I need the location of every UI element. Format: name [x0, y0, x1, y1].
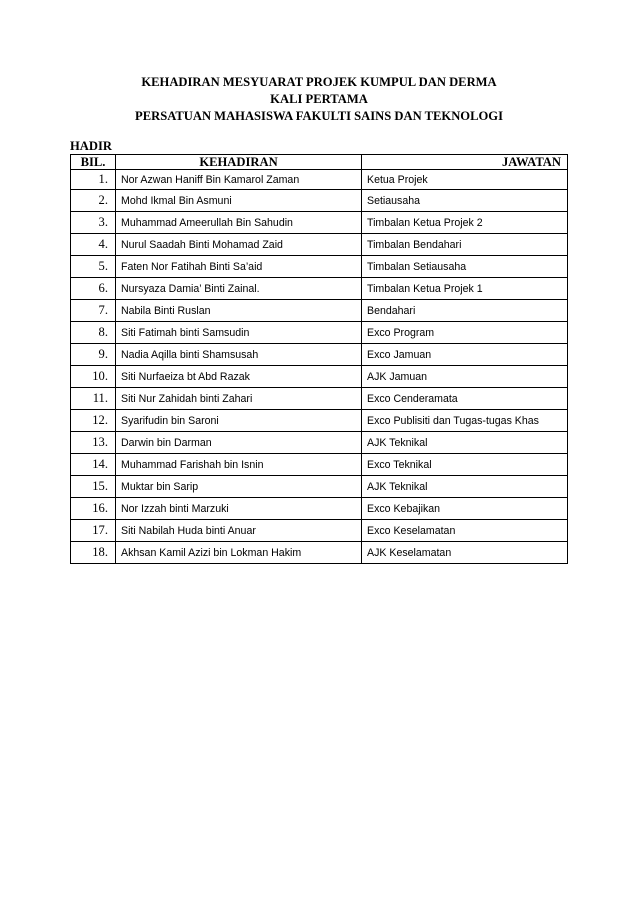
table-row	[71, 366, 568, 388]
attendee-role: Exco Kebajikan	[362, 498, 568, 520]
table-row	[71, 388, 568, 410]
attendee-role: Exco Cenderamata	[362, 388, 568, 410]
attendee-role: Exco Program	[362, 322, 568, 344]
row-number: 4.	[71, 234, 116, 256]
title-line-1: KEHADIRAN MESYUARAT PROJEK KUMPUL DAN DERMA	[141, 75, 497, 89]
attendee-name: Akhsan Kamil Azizi bin Lokman Hakim	[116, 542, 362, 564]
attendee-name: Siti Nurfaeiza bt Abd Razak	[116, 366, 362, 388]
title-line-2: KALI PERTAMA	[270, 92, 368, 106]
attendee-name: Siti Fatimah binti Samsudin	[116, 322, 362, 344]
table-row	[71, 256, 568, 278]
attendee-name: Nadia Aqilla binti Shamsusah	[116, 344, 362, 366]
table-row	[71, 542, 568, 564]
attendee-role: Exco Teknikal	[362, 454, 568, 476]
row-number: 1.	[71, 170, 116, 190]
attendee-name: Nabila Binti Ruslan	[116, 300, 362, 322]
table-row	[71, 322, 568, 344]
row-number: 15.	[71, 476, 116, 498]
attendee-name: Darwin bin Darman	[116, 432, 362, 454]
attendance-table	[70, 154, 568, 564]
row-number: 14.	[71, 454, 116, 476]
row-number: 11.	[71, 388, 116, 410]
attendee-name: Muhammad Ameerullah Bin Sahudin	[116, 212, 362, 234]
row-number: 10.	[71, 366, 116, 388]
attendee-role: Timbalan Ketua Projek 1	[362, 278, 568, 300]
attendee-name: Mohd Ikmal Bin Asmuni	[116, 190, 362, 212]
table-row	[71, 344, 568, 366]
attendee-role: Setiausaha	[362, 190, 568, 212]
attendee-name: Faten Nor Fatihah Binti Sa’aid	[116, 256, 362, 278]
attendee-name: Muktar bin Sarip	[116, 476, 362, 498]
table-row	[71, 300, 568, 322]
row-number: 17.	[71, 520, 116, 542]
table-row	[71, 432, 568, 454]
row-number: 3.	[71, 212, 116, 234]
attendee-role: Timbalan Setiausaha	[362, 256, 568, 278]
document-title	[0, 74, 638, 125]
attendee-name: Siti Nabilah Huda binti Anuar	[116, 520, 362, 542]
attendee-name: Muhammad Farishah bin Isnin	[116, 454, 362, 476]
row-number: 5.	[71, 256, 116, 278]
table-row	[71, 170, 568, 190]
row-number: 8.	[71, 322, 116, 344]
table-row	[71, 454, 568, 476]
header-bil: BIL.	[71, 155, 116, 170]
table-body	[71, 170, 568, 564]
header-jawatan: JAWATAN	[362, 155, 568, 170]
table-row	[71, 278, 568, 300]
attendee-name: Nurul Saadah Binti Mohamad Zaid	[116, 234, 362, 256]
table-row	[71, 190, 568, 212]
table-row	[71, 498, 568, 520]
attendee-role: Timbalan Bendahari	[362, 234, 568, 256]
table-row	[71, 212, 568, 234]
header-kehadiran: KEHADIRAN	[116, 155, 362, 170]
attendee-role: AJK Keselamatan	[362, 542, 568, 564]
attendee-name: Syarifudin bin Saroni	[116, 410, 362, 432]
row-number: 2.	[71, 190, 116, 212]
table-row	[71, 234, 568, 256]
attendee-role: AJK Jamuan	[362, 366, 568, 388]
section-label: HADIR	[70, 139, 112, 153]
attendee-role: AJK Teknikal	[362, 476, 568, 498]
attendee-name: Siti Nur Zahidah binti Zahari	[116, 388, 362, 410]
table-row	[71, 476, 568, 498]
attendee-role: Ketua Projek	[362, 170, 568, 190]
row-number: 7.	[71, 300, 116, 322]
table-row	[71, 520, 568, 542]
table-row	[71, 410, 568, 432]
title-line-3: PERSATUAN MAHASISWA FAKULTI SAINS DAN TEKNOLOGI	[135, 109, 503, 123]
attendee-role: Exco Jamuan	[362, 344, 568, 366]
row-number: 9.	[71, 344, 116, 366]
attendee-name: Nor Izzah binti Marzuki	[116, 498, 362, 520]
attendee-name: Nor Azwan Haniff Bin Kamarol Zaman	[116, 170, 362, 190]
attendee-role: Exco Keselamatan	[362, 520, 568, 542]
row-number: 6.	[71, 278, 116, 300]
table-header-row	[71, 155, 568, 170]
row-number: 12.	[71, 410, 116, 432]
row-number: 16.	[71, 498, 116, 520]
attendee-role: Timbalan Ketua Projek 2	[362, 212, 568, 234]
attendee-role: Exco Publisiti dan Tugas-tugas Khas	[362, 410, 568, 432]
row-number: 18.	[71, 542, 116, 564]
row-number: 13.	[71, 432, 116, 454]
attendee-role: AJK Teknikal	[362, 432, 568, 454]
attendee-role: Bendahari	[362, 300, 568, 322]
attendee-name: Nursyaza Damia’ Binti Zainal.	[116, 278, 362, 300]
